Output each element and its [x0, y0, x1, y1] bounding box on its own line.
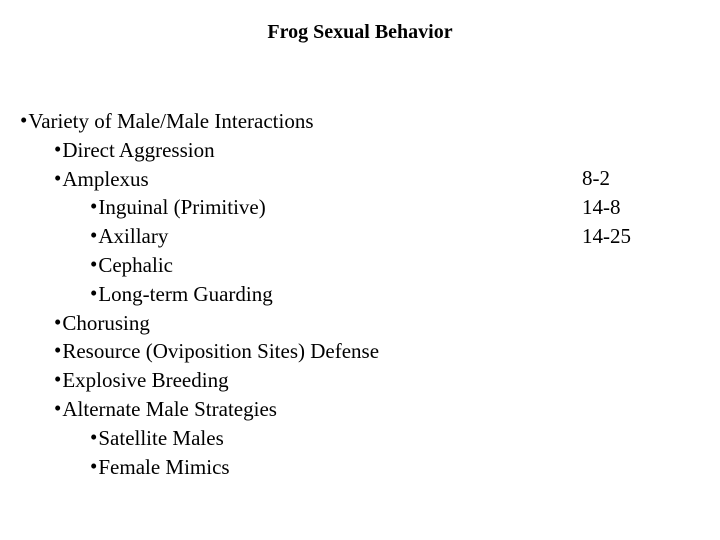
slide-title: Frog Sexual Behavior	[267, 21, 453, 43]
outline-item-text: Explosive Breeding	[62, 368, 229, 393]
outline-item-text: Axillary	[98, 224, 169, 249]
outline-item-level-3	[90, 453, 230, 481]
outline-item-level-2	[54, 136, 215, 164]
bullet-icon: •	[90, 424, 98, 449]
reference-label: 8-2	[582, 166, 610, 190]
outline-item-text: Female Mimics	[98, 454, 230, 479]
outline-item-level-3	[90, 424, 224, 452]
outline-item-text: Chorusing	[62, 310, 150, 335]
outline-item-text: Amplexus	[62, 166, 149, 191]
bullet-icon: •	[90, 194, 98, 219]
outline-item-text: Variety of Male/Male Interactions	[28, 109, 314, 133]
outline-item-text: Satellite Males	[98, 425, 224, 450]
outline-item-text: Direct Aggression	[62, 137, 215, 162]
outline-item-level-3	[90, 280, 273, 308]
outline-item-level-2	[54, 337, 379, 365]
outline-item-text: Long-term Guarding	[98, 281, 273, 306]
outline-item-level-1	[20, 107, 314, 135]
bullet-icon: •	[90, 252, 98, 276]
outline-item-text: Alternate Male Strategies	[62, 397, 277, 421]
bullet-icon: •	[54, 367, 62, 392]
bullet-icon: •	[54, 338, 62, 363]
figure-references	[582, 164, 631, 251]
reference-label: 14-25	[582, 224, 631, 248]
bullet-icon: •	[54, 165, 62, 190]
reference-label: 14-8	[582, 195, 621, 219]
outline-item-level-3	[90, 251, 173, 279]
bullet-icon: •	[90, 280, 98, 305]
bullet-icon: •	[54, 309, 62, 334]
outline-item-level-2	[54, 165, 149, 193]
outline-item-text: Inguinal (Primitive)	[98, 195, 266, 220]
bullet-icon: •	[54, 136, 62, 161]
outline-item-level-2	[54, 395, 277, 423]
outline-item-text: Resource (Oviposition Sites) Defense	[62, 339, 380, 364]
outline-item-level-2	[54, 366, 229, 394]
bullet-icon: •	[90, 453, 98, 478]
outline-item-text: Cephalic	[98, 253, 173, 277]
bullet-icon: •	[90, 223, 98, 248]
bullet-icon: •	[20, 108, 28, 132]
bullet-icon: •	[54, 396, 62, 420]
outline-item-level-3	[90, 222, 168, 250]
outline-item-level-3	[90, 193, 266, 221]
outline-item-level-2	[54, 309, 150, 337]
